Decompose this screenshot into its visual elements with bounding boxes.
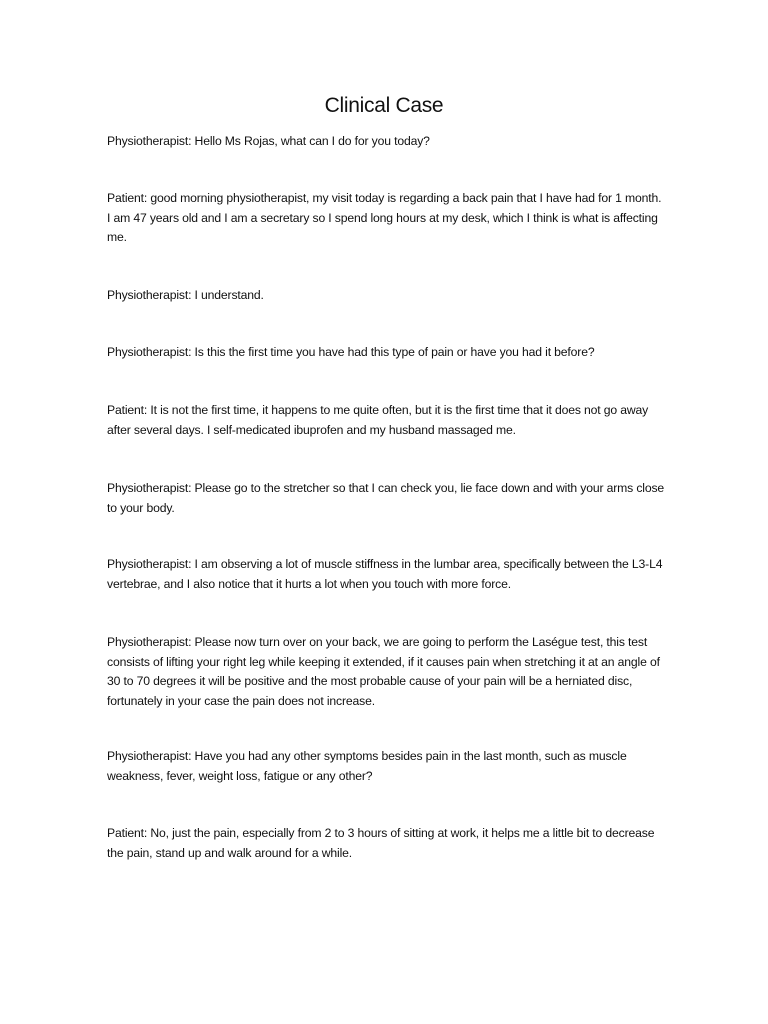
paragraph-7: Physiotherapist: I am observing a lot of muscle stiffness in the lumbar area, specifically between the L3-L4 vertebrae, and I also notice that it hurts a lot when you touch with more force.: [107, 557, 663, 591]
paragraph-8: Physiotherapist: Please now turn over on your back, we are going to perform the Laségue test, this test consists of lifting your right leg while keeping it extended, if it causes pain when stretching it at an angle of 30 to 70 degrees it will be positive and the most probable cause of your pain will be a herniated disc, fortunately in your case the pain does not increase.: [107, 635, 660, 708]
paragraph-6: Physiotherapist: Please go to the stretcher so that I can check you, lie face down and with your arms close to your body.: [107, 481, 665, 515]
document-title: Clinical Case: [324, 94, 444, 117]
paragraph-9: Physiotherapist: Have you had any other symptoms besides pain in the last month, such as muscle weakness, fever, weight loss, fatigue or any other?: [107, 749, 627, 783]
paragraph-10: Patient: No, just the pain, especially from 2 to 3 hours of sitting at work, it helps me a little bit to decrease the pain, stand up and walk around for a while.: [107, 826, 655, 860]
paragraph-5: Patient: It is not the first time, it happens to me quite often, but it is the first time that it does not go away after several days. I self-medicated ibuprofen and my husband massaged me.: [107, 403, 649, 437]
paragraph-2: Patient: good morning physiotherapist, my visit today is regarding a back pain that I have had for 1 month. I am 47 years old and I am a secretary so I spend long hours at my desk, which I think is what is affecting me.: [107, 191, 662, 244]
paragraph-4: Physiotherapist: Is this the first time you have had this type of pain or have you had it before?: [107, 345, 595, 359]
paragraph-3: Physiotherapist: I understand.: [107, 288, 264, 302]
paragraph-1: Physiotherapist: Hello Ms Rojas, what can I do for you today?: [107, 134, 430, 148]
